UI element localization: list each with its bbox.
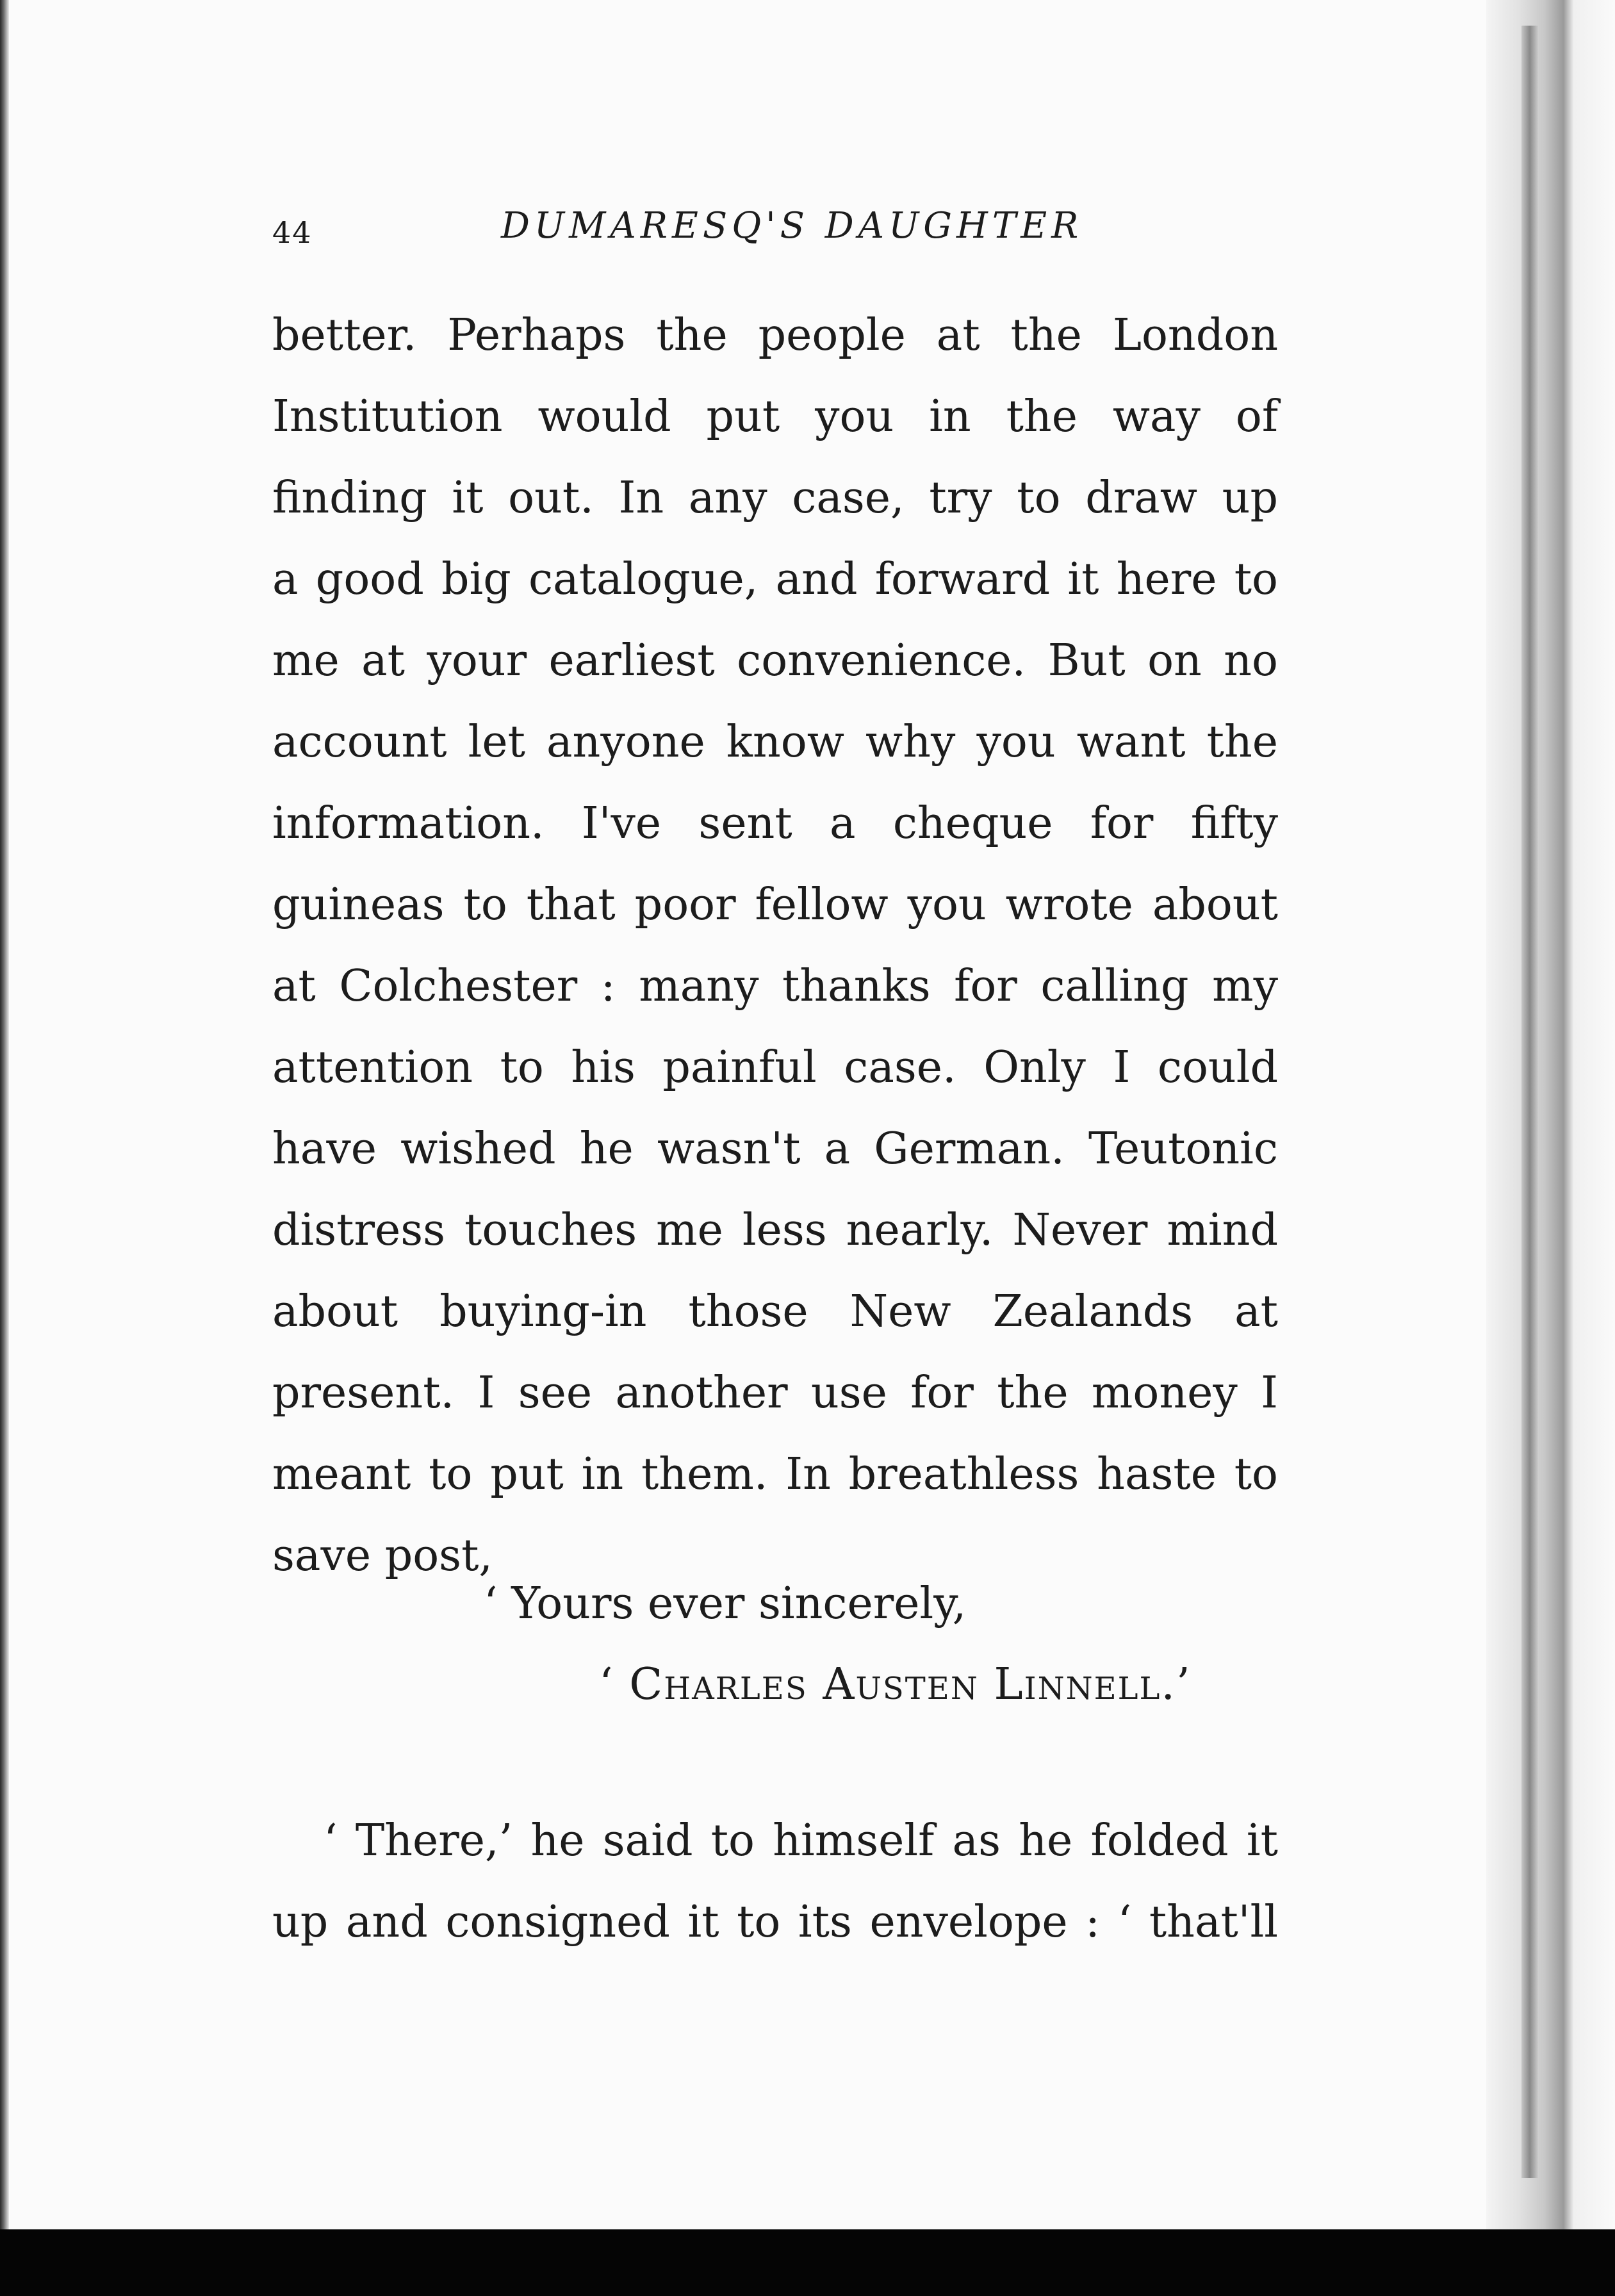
text-line: at Colchester : many thanks for calling my (272, 961, 1278, 1012)
running-head (272, 205, 1297, 256)
letter-closing: ‘ Yours ever sincerely, (484, 1578, 967, 1629)
page-number: 44 (272, 215, 313, 250)
text-line: me at your earliest convenience. But on no (272, 636, 1278, 686)
text-line: distress touches me less nearly. Never mind (272, 1205, 1278, 1256)
text-line: meant to put in them. In breathless haste to (272, 1449, 1278, 1500)
text-line: attention to his painful case. Only I could (272, 1042, 1278, 1093)
text-line: guineas to that poor fellow you wrote about (272, 880, 1278, 930)
text-line: have wished he wasn't a German. Teutonic (272, 1124, 1278, 1174)
text-line: better. Perhaps the people at the London (272, 310, 1278, 361)
narrative-paragraph (272, 1800, 1278, 1963)
running-title: DUMARESQ'S DAUGHTER (501, 205, 1083, 247)
letter-signature: ‘ Charles Austen Linnell.’ (599, 1659, 1192, 1710)
text-line: about buying-in those New Zealands at (272, 1286, 1278, 1337)
text-line: up and consigned it to its envelope : ‘ that'll (272, 1897, 1278, 1948)
text-line: ‘ There,’ he said to himself as he folded it (324, 1816, 1278, 1866)
text-line: finding it out. In any case, try to draw up (272, 473, 1278, 523)
letter-body (272, 295, 1278, 1596)
text-line: information. I've sent a cheque for fifty (272, 798, 1278, 849)
text-line: present. I see another use for the money I (272, 1368, 1278, 1418)
book-gutter-shadow (1486, 0, 1615, 2229)
text-line: save post, (272, 1530, 493, 1581)
scan-bottom-border (0, 2229, 1615, 2296)
text-line: a good big catalogue, and forward it here to (272, 554, 1278, 605)
text-line: account let anyone know why you want the (272, 717, 1278, 767)
text-line: Institution would put you in the way of (272, 391, 1278, 442)
book-spine-shadow (1521, 26, 1538, 2178)
